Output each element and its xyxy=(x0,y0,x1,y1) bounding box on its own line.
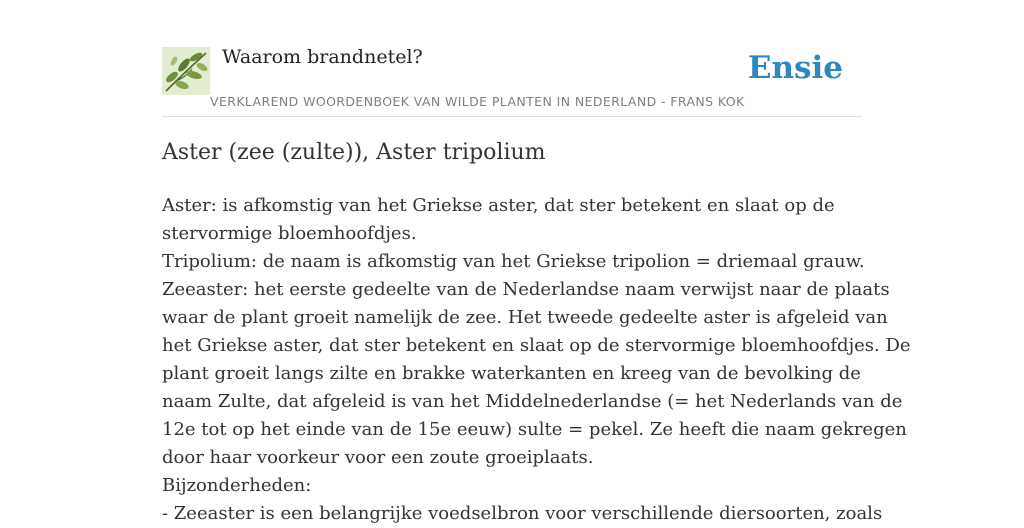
page-title[interactable]: Waarom brandnetel? xyxy=(222,46,423,68)
entry-line: door haar voorkeur voor een zoute groeiplaats. xyxy=(162,447,594,468)
entry-line: het Griekse aster, dat ster betekent en slaat op de stervormige bloemhoofdjes. De xyxy=(162,335,911,356)
entry-line: Zeeaster: het eerste gedeelte van de Nederlandse naam verwijst naar de plaats xyxy=(162,279,890,300)
entry-line: 12e tot op het einde van de 15e eeuw) sulte = pekel. Ze heeft die naam gekregen xyxy=(162,419,907,440)
page-container xyxy=(162,0,911,524)
ensie-logo[interactable]: Ensie xyxy=(747,50,843,86)
entry-line: plant groeit langs zilte en brakke waterkanten en kreeg van de bevolking de xyxy=(162,363,861,384)
entry-line: Bijzonderheden: xyxy=(162,475,312,496)
entry-title: Aster (zee (zulte)), Aster tripolium xyxy=(162,140,546,165)
entry-line: - Zeeaster is een belangrijke voedselbron voor verschillende diersoorten, zoals xyxy=(162,503,883,524)
dictionary-subtitle[interactable]: VERKLAREND WOORDENBOEK VAN WILDE PLANTEN IN NEDERLAND - FRANS KOK xyxy=(210,94,745,109)
entry-line: stervormige bloemhoofdjes. xyxy=(162,223,417,244)
header xyxy=(162,0,862,117)
entry-line: Aster: is afkomstig van het Griekse aster, dat ster betekent en slaat op de xyxy=(162,195,835,216)
entry-line: waar de plant groeit namelijk de zee. Het tweede gedeelte aster is afgeleid van xyxy=(162,307,888,328)
plant-illustration-icon[interactable] xyxy=(162,47,210,95)
entry-body xyxy=(162,192,911,528)
entry-line: naam Zulte, dat afgeleid is van het Middelnederlandse (= het Nederlands van de xyxy=(162,391,903,412)
entry-line: Tripolium: de naam is afkomstig van het Griekse tripolion = driemaal grauw. xyxy=(162,251,865,272)
